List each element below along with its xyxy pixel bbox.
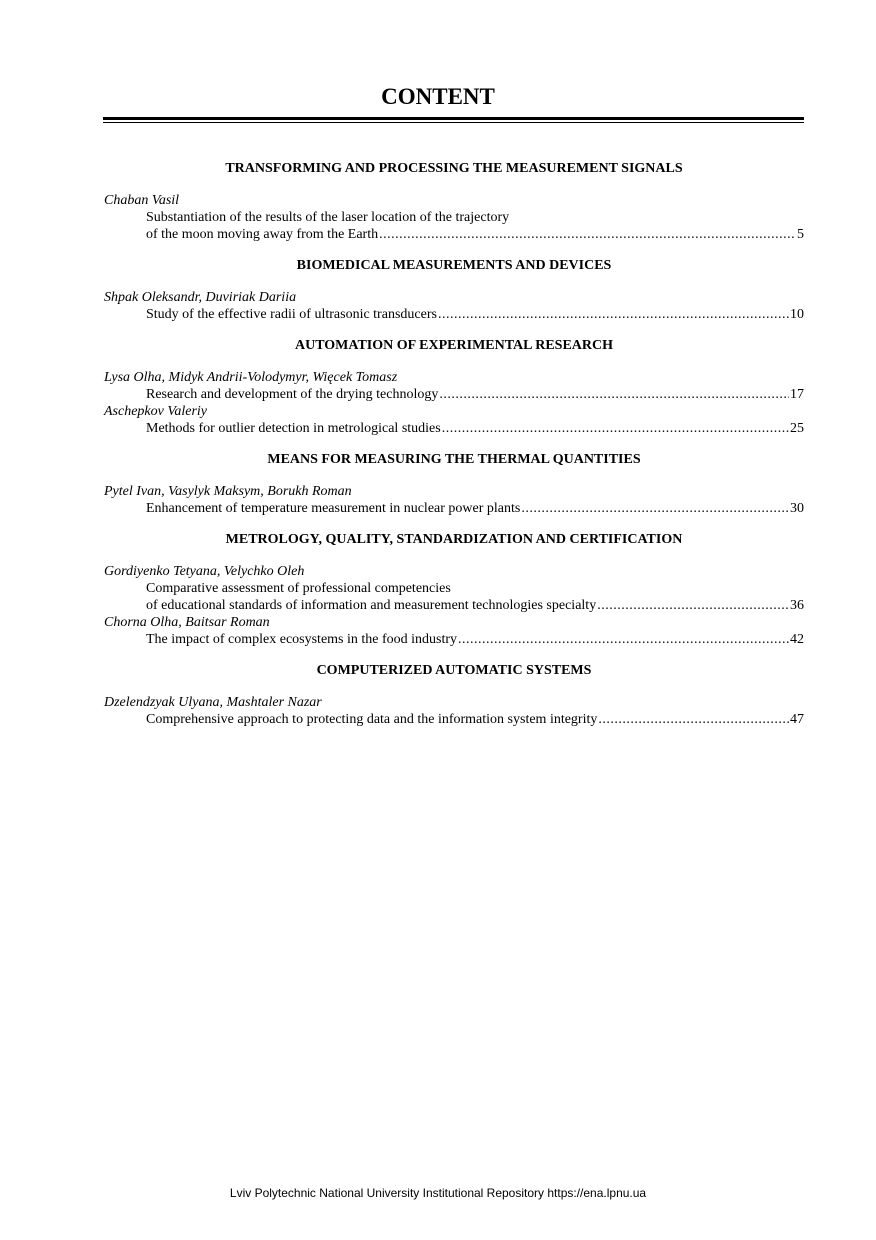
toc-entry[interactable] (104, 403, 804, 437)
dot-leader (439, 386, 789, 403)
entry-authors: Dzelendzyak Ulyana, Mashtaler Nazar (104, 695, 322, 710)
section-heading: AUTOMATION OF EXPERIMENTAL RESEARCH (294, 338, 613, 353)
toc-entry[interactable] (104, 289, 804, 323)
dot-leader (597, 597, 789, 614)
dot-leader (438, 306, 789, 323)
entry-title-leader-row (146, 226, 804, 243)
entry-page-number: 17 (790, 387, 804, 402)
toc-section (104, 257, 804, 323)
dot-leader (458, 631, 789, 648)
toc-section (104, 531, 804, 648)
title-rule-thin (103, 122, 804, 123)
dot-leader (379, 226, 796, 243)
entry-authors: Chorna Olha, Baitsar Roman (104, 615, 270, 630)
entry-page-number: 36 (790, 598, 804, 613)
entry-authors: Chaban Vasil (104, 193, 180, 208)
title-rule-thick (103, 117, 804, 120)
repository-footer: Lviv Polytechnic National University Institutional Repository https://ena.lpnu.ua (229, 1186, 647, 1200)
dot-leader (598, 711, 789, 728)
entry-authors: Aschepkov Valeriy (104, 404, 208, 419)
entry-page-number: 5 (797, 227, 804, 242)
toc-entry[interactable] (104, 614, 804, 648)
entry-title-leader-row (146, 386, 804, 403)
section-heading: COMPUTERIZED AUTOMATIC SYSTEMS (316, 663, 592, 678)
entry-title: Research and development of the drying technology (146, 387, 439, 402)
entry-title: of educational standards of information and measurement technologies specialty (146, 598, 597, 613)
entry-title: of the moon moving away from the Earth (146, 227, 379, 242)
dot-leader (442, 420, 789, 437)
entry-title: Study of the effective radii of ultrasonic transducers (146, 307, 437, 322)
table-of-contents (104, 160, 804, 742)
entry-authors: Shpak Oleksandr, Duviriak Dariia (104, 290, 297, 305)
toc-entry[interactable] (104, 483, 804, 517)
entry-title: Comprehensive approach to protecting data and the information system integrity (146, 712, 598, 727)
entry-authors: Gordiyenko Tetyana, Velychko Oleh (104, 564, 305, 579)
toc-entry[interactable] (104, 694, 804, 728)
entry-page-number: 30 (790, 501, 804, 516)
toc-section (104, 662, 804, 728)
entry-title: Methods for outlier detection in metrological studies (146, 421, 441, 436)
toc-entry[interactable] (104, 563, 804, 614)
entry-title-leader-row (146, 500, 804, 517)
section-heading: BIOMEDICAL MEASUREMENTS AND DEVICES (296, 258, 612, 273)
entry-title-leader-row (146, 306, 804, 323)
entry-authors: Lysa Olha, Midyk Andrii-Volodymyr, Więcek Tomasz (104, 370, 398, 385)
section-heading: MEANS FOR MEASURING THE THERMAL QUANTITIES (267, 452, 641, 467)
entry-title: The impact of complex ecosystems in the food industry (146, 632, 458, 647)
entry-page-number: 25 (790, 421, 804, 436)
dot-leader (521, 500, 789, 517)
entry-title: Enhancement of temperature measurement in nuclear power plants (146, 501, 521, 516)
entry-title-line: Substantiation of the results of the laser location of the trajectory (146, 210, 510, 225)
toc-section (104, 451, 804, 517)
entry-page-number: 47 (790, 712, 804, 727)
section-heading: TRANSFORMING AND PROCESSING THE MEASUREMENT SIGNALS (225, 161, 683, 176)
entry-title-leader-row (146, 597, 804, 614)
entry-title-leader-row (146, 711, 804, 728)
entry-title-line: Comparative assessment of professional competencies (146, 581, 451, 596)
section-heading: METROLOGY, QUALITY, STANDARDIZATION AND CERTIFICATION (225, 532, 683, 547)
toc-section (104, 160, 804, 243)
entry-page-number: 10 (790, 307, 804, 322)
entry-page-number: 42 (790, 632, 804, 647)
page-title: CONTENT (381, 84, 495, 109)
entry-title-leader-row (146, 631, 804, 648)
entry-authors: Pytel Ivan, Vasylyk Maksym, Borukh Roman (104, 484, 352, 499)
toc-entry[interactable] (104, 369, 804, 403)
toc-entry[interactable] (104, 192, 804, 243)
entry-title-leader-row (146, 420, 804, 437)
toc-section (104, 337, 804, 437)
